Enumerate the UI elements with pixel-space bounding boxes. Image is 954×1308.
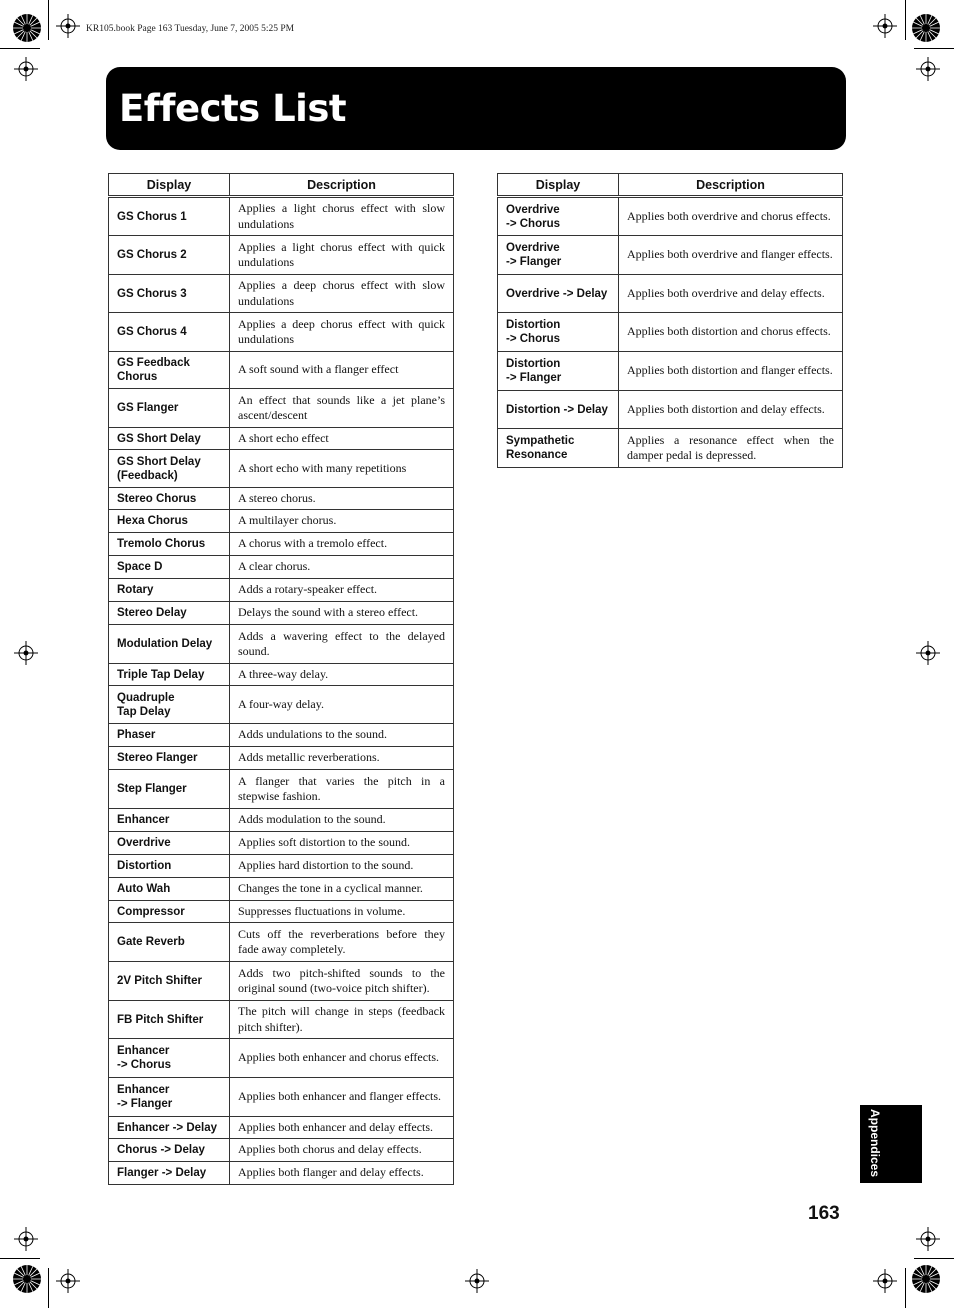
display-line: Stereo Flanger [117,752,198,764]
effect-display-name [109,724,230,747]
display-line: Auto Wah [117,883,171,895]
effect-description: A short echo effect [230,428,454,450]
effect-description: Delays the sound with a stereo effect. [230,602,454,625]
display-line: Rotary [117,584,154,596]
effect-description: Applies both distortion and chorus effects. [619,313,843,352]
effect-description: Applies a deep chorus effect with quick undulations [230,313,454,352]
table-row [109,1139,454,1162]
display-line: Phaser [117,729,156,741]
table-row [109,770,454,809]
display-line: Triple Tap Delay [117,668,205,681]
display-line: GS Chorus 1 [117,210,187,223]
display-line: Sympathetic [506,435,575,447]
crosshair-icon [14,641,38,665]
crop-line [905,1268,906,1308]
effect-display-name [109,1139,230,1162]
effect-display-name [498,391,619,429]
effect-display-name [498,236,619,275]
display-line: GS Flanger [117,402,179,414]
effect-description: Applies both overdrive and chorus effects. [619,197,843,236]
effect-display-name [109,923,230,962]
crop-line [0,1258,40,1259]
crosshair-icon [916,1227,940,1251]
effect-description: Applies a resonance effect when the damper pedal is depressed. [619,429,843,468]
effect-description: Applies both enhancer and chorus effects. [230,1039,454,1078]
effect-display-name [109,275,230,313]
crosshair-icon [14,57,38,81]
display-line: Flanger -> Delay [117,1167,207,1179]
table-header-row [498,174,843,197]
effect-description: A stereo chorus. [230,488,454,510]
table-row [109,602,454,625]
table-body [498,197,843,468]
display-line: Hexa Chorus [117,515,188,527]
effect-display-name [109,428,230,450]
display-line: Stereo Delay [117,607,187,619]
effect-description: Adds two pitch-shifted sounds to the original sound (two-voice pitch shifter). [230,962,454,1001]
effect-description: Applies both chorus and delay effects. [230,1139,454,1162]
effect-description: Applies a deep chorus effect with slow undulations [230,275,454,313]
display-line: Enhancer [117,1045,170,1057]
display-line: FB Pitch Shifter [117,1013,204,1026]
column-header-display: Display [498,174,619,197]
effect-description: Applies a light chorus effect with quick undulations [230,236,454,275]
display-line: 2V Pitch Shifter [117,975,202,987]
table-row [498,236,843,275]
crop-line [0,48,40,49]
effect-display-name [498,352,619,391]
effect-description: Applies both overdrive and delay effects. [619,275,843,313]
table-row [109,389,454,428]
effect-description: A chorus with a tremolo effect. [230,533,454,556]
crosshair-icon [873,1269,897,1293]
table-row [109,878,454,901]
effect-description: Applies both flanger and delay effects. [230,1162,454,1185]
display-line: GS Short Delay [117,432,201,445]
column-header-description: Description [619,174,843,197]
display-line: Enhancer [117,814,170,826]
effect-display-name [498,275,619,313]
display-line: Chorus [117,371,158,383]
display-line: Resonance [506,449,568,461]
table-row [109,747,454,770]
effect-description: A clear chorus. [230,556,454,579]
table-row [109,923,454,962]
crop-line [914,1258,954,1259]
effect-display-name [109,625,230,664]
table-row [109,832,454,855]
table-row [109,197,454,236]
display-line: Distortion [117,860,172,872]
display-line: Chorus -> Delay [117,1144,205,1156]
table-row [109,1162,454,1185]
table-row [109,901,454,923]
display-line: Enhancer [117,1084,170,1096]
table-row [498,352,843,391]
print-slug: KR105.book Page 163 Tuesday, June 7, 2005 5:25 PM [86,24,295,34]
table-row [109,1039,454,1078]
title-banner [106,67,846,150]
effect-display-name [109,770,230,809]
effect-description: A four-way delay. [230,686,454,724]
table-row [109,556,454,579]
effect-display-name [109,533,230,556]
effect-display-name [109,579,230,602]
effect-description: Applies both enhancer and flanger effects. [230,1078,454,1117]
display-line: -> Flanger [506,256,562,268]
effects-table-right [497,173,843,468]
display-line: GS Chorus 3 [117,287,187,300]
crop-line [48,1268,49,1308]
table-row [109,533,454,556]
effect-description: A multilayer chorus. [230,510,454,533]
crosshair-icon [873,14,897,38]
effect-display-name [498,429,619,468]
table-row [109,1078,454,1117]
section-tab [860,1105,922,1183]
effect-display-name [109,313,230,352]
table-row [109,1001,454,1039]
effect-display-name [109,488,230,510]
display-line: -> Chorus [506,217,560,230]
effect-display-name [109,747,230,770]
display-line: Overdrive [117,837,171,849]
table-row [109,1117,454,1139]
effect-display-name [109,1117,230,1139]
column-header-display: Display [109,174,230,197]
effect-description: The pitch will change in steps (feedback pitch shifter). [230,1001,454,1039]
effect-description: An effect that sounds like a jet plane’s ascent/descent [230,389,454,428]
table-row [498,429,843,468]
effect-description: Adds metallic reverberations. [230,747,454,770]
crosshair-icon [916,641,940,665]
table-row [109,428,454,450]
display-line: GS Chorus 2 [117,249,187,261]
effect-display-name [109,236,230,275]
effect-description: Changes the tone in a cyclical manner. [230,878,454,901]
effect-description: Applies soft distortion to the sound. [230,832,454,855]
registration-wheel-icon [911,13,941,43]
table-row [498,313,843,352]
table-row [498,197,843,236]
display-line: Overdrive -> Delay [506,287,608,300]
effect-display-name [109,197,230,236]
effect-display-name [109,878,230,901]
effect-display-name [109,1162,230,1185]
effects-table-left [108,173,454,1185]
effect-display-name [109,832,230,855]
display-line: GS Short Delay [117,455,201,468]
display-line: Overdrive [506,203,560,216]
display-line: -> Chorus [117,1059,171,1071]
effect-description: A three-way delay. [230,664,454,686]
effect-display-name [109,686,230,724]
effect-display-name [109,510,230,533]
registration-wheel-icon [911,1264,941,1294]
crosshair-icon [56,1269,80,1293]
effect-display-name [109,602,230,625]
registration-wheel-icon [12,1264,42,1294]
effect-description: A soft sound with a flanger effect [230,352,454,389]
display-line: -> Flanger [506,372,562,384]
column-header-description: Description [230,174,454,197]
effect-display-name [109,1078,230,1117]
effect-display-name [498,197,619,236]
table-row [109,625,454,664]
display-line: Overdrive [506,242,560,254]
effect-description: Applies hard distortion to the sound. [230,855,454,878]
effect-display-name [109,450,230,488]
table-row [109,450,454,488]
display-line: Enhancer -> Delay [117,1121,218,1134]
page-number: 163 [808,1203,840,1224]
effect-display-name [498,313,619,352]
effect-description: Adds a rotary-speaker effect. [230,579,454,602]
effect-description: A short echo with many repetitions [230,450,454,488]
section-tab-label: Appendices [868,1109,882,1178]
table-row [109,724,454,747]
table-row [109,275,454,313]
effect-display-name [109,855,230,878]
effect-display-name [109,1039,230,1078]
display-line: Stereo Chorus [117,492,197,505]
display-line: Space D [117,561,163,573]
crosshair-icon [465,1269,489,1293]
display-line: Gate Reverb [117,936,185,948]
display-line: Tap Delay [117,705,171,718]
display-line: Tremolo Chorus [117,538,206,550]
effect-description: Applies a light chorus effect with slow undulations [230,197,454,236]
crosshair-icon [14,1227,38,1251]
table-row [109,579,454,602]
crop-line [905,0,906,40]
display-line: Distortion [506,319,561,331]
effect-description: Cuts off the reverberations before they fade away completely. [230,923,454,962]
table-row [109,352,454,389]
effect-display-name [109,1001,230,1039]
table-row [109,664,454,686]
display-line: GS Feedback [117,357,190,369]
effect-description: Suppresses fluctuations in volume. [230,901,454,923]
table-body [109,197,454,1185]
effect-description: Applies both enhancer and delay effects. [230,1117,454,1139]
table-row [109,236,454,275]
effect-display-name [109,664,230,686]
display-line: Step Flanger [117,783,187,795]
table-row [109,686,454,724]
effect-display-name [109,352,230,389]
crosshair-icon [56,14,80,38]
table-row [109,510,454,533]
display-line: GS Chorus 4 [117,326,187,338]
display-line: Compressor [117,905,185,918]
table-row [109,962,454,1001]
crop-line [48,0,49,40]
effect-description: Applies both distortion and flanger effects. [619,352,843,391]
crosshair-icon [916,57,940,81]
display-line: Quadruple [117,691,175,704]
effect-description: Adds undulations to the sound. [230,724,454,747]
crop-line [914,48,954,49]
display-line: -> Chorus [506,333,560,345]
page-title: Effects List [119,87,347,130]
effect-description: A flanger that varies the pitch in a stepwise fashion. [230,770,454,809]
effect-description: Applies both overdrive and flanger effects. [619,236,843,275]
effect-description: Applies both distortion and delay effects. [619,391,843,429]
display-line: Modulation Delay [117,638,213,650]
table-row [109,809,454,832]
effect-display-name [109,901,230,923]
table-row [109,855,454,878]
effect-display-name [109,556,230,579]
display-line: Distortion [506,358,561,370]
table-row [109,488,454,510]
effect-description: Adds a wavering effect to the delayed sound. [230,625,454,664]
display-line: (Feedback) [117,469,178,482]
display-line: -> Flanger [117,1098,173,1110]
effect-description: Adds modulation to the sound. [230,809,454,832]
effect-display-name [109,389,230,428]
registration-wheel-icon [12,13,42,43]
table-row [109,313,454,352]
table-row [498,391,843,429]
effect-display-name [109,809,230,832]
effect-display-name [109,962,230,1001]
display-line: Distortion -> Delay [506,403,608,416]
table-row [498,275,843,313]
table-header-row [109,174,454,197]
